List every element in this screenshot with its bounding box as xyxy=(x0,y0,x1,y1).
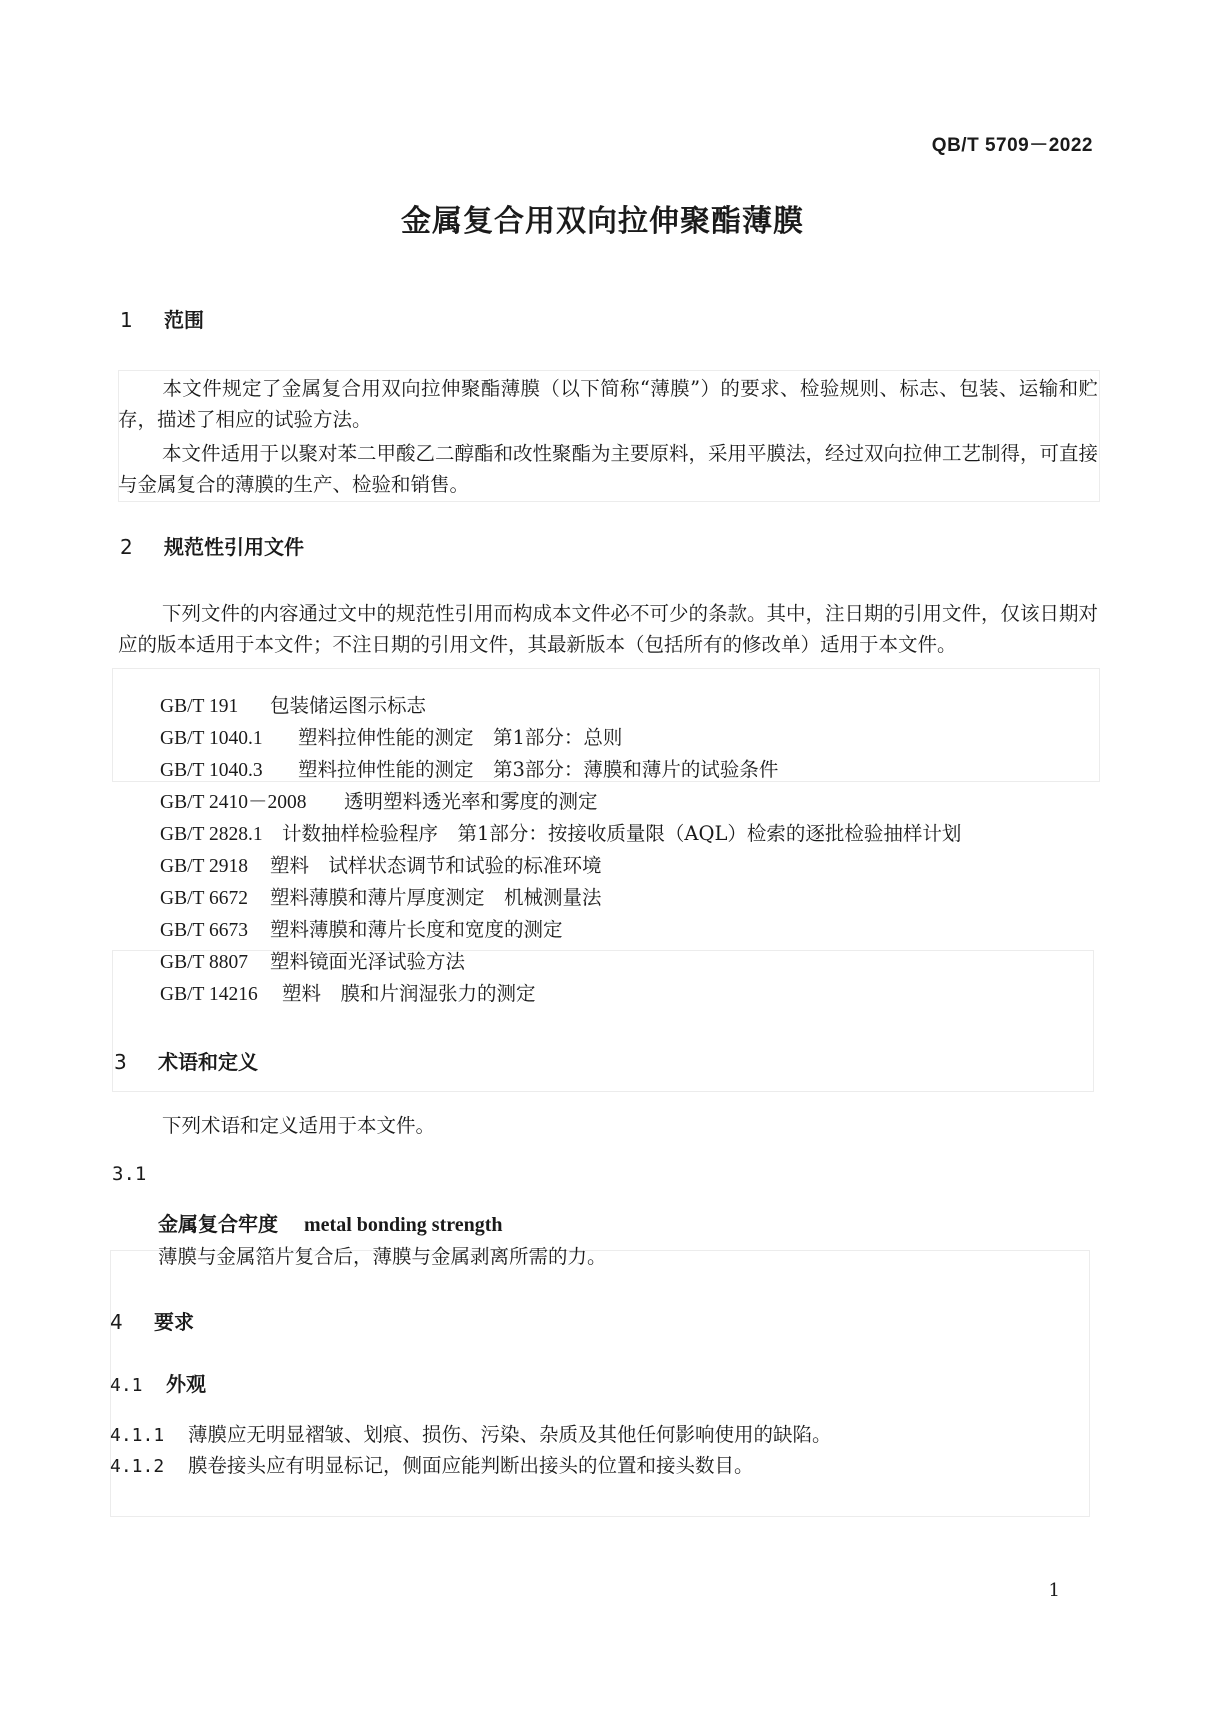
standard-code: QB/T 5709－2022 xyxy=(931,135,1093,156)
reference-title: 塑料拉伸性能的测定 第3部分：薄膜和薄片的试验条件 xyxy=(298,758,779,781)
reference-code: GB/T 6672 xyxy=(160,888,248,909)
subsection-title: 外观 xyxy=(166,1372,206,1396)
section-heading-requirements xyxy=(110,1306,194,1335)
reference-title: 塑料薄膜和薄片厚度测定 机械测量法 xyxy=(270,886,602,909)
reference-title: 塑料 膜和片润湿张力的测定 xyxy=(282,982,536,1005)
requirement-item xyxy=(110,1450,754,1478)
requirement-text: 膜卷接头应有明显标记，侧面应能判断出接头的位置和接头数目。 xyxy=(188,1454,754,1477)
reference-code: GB/T 191 xyxy=(160,696,239,717)
reference-item xyxy=(160,786,961,818)
reference-list xyxy=(160,690,961,1010)
terms-intro: 下列术语和定义适用于本文件。 xyxy=(162,1114,436,1137)
section-heading-normative-refs xyxy=(120,531,304,560)
reference-code: GB/T 8807 xyxy=(160,952,248,973)
reference-title: 包装储运图示标志 xyxy=(270,694,427,717)
reference-item xyxy=(160,722,961,754)
reference-item xyxy=(160,850,961,882)
term-chinese: 金属复合牢度 xyxy=(158,1212,278,1236)
reference-title: 计数抽样检验程序 第1部分：按接收质量限（AQL）检索的逐批检验抽样计划 xyxy=(282,822,962,845)
reference-item xyxy=(160,690,961,722)
document-title: 金属复合用双向拉伸聚酯薄膜 xyxy=(401,204,804,239)
requirement-item xyxy=(110,1419,832,1447)
section-title: 要求 xyxy=(154,1310,194,1334)
reference-title: 塑料镜面光泽试验方法 xyxy=(270,950,466,973)
requirement-number: 4.1.1 xyxy=(110,1425,165,1446)
section-title: 术语和定义 xyxy=(158,1050,258,1074)
section-number: 3 xyxy=(114,1050,127,1074)
reference-code: GB/T 2828.1 xyxy=(160,824,263,845)
section-number: 1 xyxy=(120,308,133,332)
reference-item xyxy=(160,978,961,1010)
section-heading-terms xyxy=(114,1046,258,1075)
reference-title: 塑料 试样状态调节和试验的标准环境 xyxy=(270,854,602,877)
term-definition: 薄膜与金属箔片复合后，薄膜与金属剥离所需的力。 xyxy=(158,1245,607,1268)
reference-title: 透明塑料透光率和雾度的测定 xyxy=(344,790,598,813)
requirement-text: 薄膜应无明显褶皱、划痕、损伤、污染、杂质及其他任何影响使用的缺陷。 xyxy=(188,1423,832,1446)
section-number: 2 xyxy=(120,535,133,559)
reference-code: GB/T 6673 xyxy=(160,920,248,941)
clause-number: 3.1 xyxy=(112,1163,147,1185)
reference-item xyxy=(160,818,961,850)
normative-refs-intro: 下列文件的内容通过文中的规范性引用而构成本文件必不可少的条款。其中，注日期的引用文件，仅该日期对应的版本适用于本文件；不注日期的引用文件，其最新版本（包括所有的修改单）适用于本文件。 xyxy=(118,602,1099,656)
reference-item xyxy=(160,882,961,914)
reference-title: 塑料拉伸性能的测定 第1部分：总则 xyxy=(298,726,623,749)
reference-code: GB/T 1040.1 xyxy=(160,728,263,749)
page-number: 1 xyxy=(1048,1580,1060,1601)
reference-code: GB/T 2918 xyxy=(160,856,248,877)
subsection-number: 4.1 xyxy=(110,1375,143,1396)
section-title: 范围 xyxy=(164,308,204,332)
reference-code: GB/T 1040.3 xyxy=(160,760,263,781)
reference-item xyxy=(160,754,961,786)
reference-item xyxy=(160,946,961,978)
requirement-number: 4.1.2 xyxy=(110,1456,165,1477)
section-heading-scope xyxy=(120,304,204,333)
term-english: metal bonding strength xyxy=(304,1214,503,1236)
term-entry xyxy=(158,1208,503,1237)
reference-item xyxy=(160,914,961,946)
scope-paragraph-1: 本文件规定了金属复合用双向拉伸聚酯薄膜（以下简称“薄膜”）的要求、检验规则、标志、包装、运输和贮存，描述了相应的试验方法。 xyxy=(118,377,1098,431)
scope-paragraph-2: 本文件适用于以聚对苯二甲酸乙二醇酯和改性聚酯为主要原料，采用平膜法，经过双向拉伸工艺制得，可直接与金属复合的薄膜的生产、检验和销售。 xyxy=(118,442,1099,496)
reference-code: GB/T 2410－2008 xyxy=(160,792,307,813)
section-number: 4 xyxy=(110,1310,123,1334)
reference-code: GB/T 14216 xyxy=(160,984,258,1005)
subsection-heading-appearance xyxy=(110,1368,206,1397)
reference-title: 塑料薄膜和薄片长度和宽度的测定 xyxy=(270,918,563,941)
section-title: 规范性引用文件 xyxy=(164,535,304,559)
